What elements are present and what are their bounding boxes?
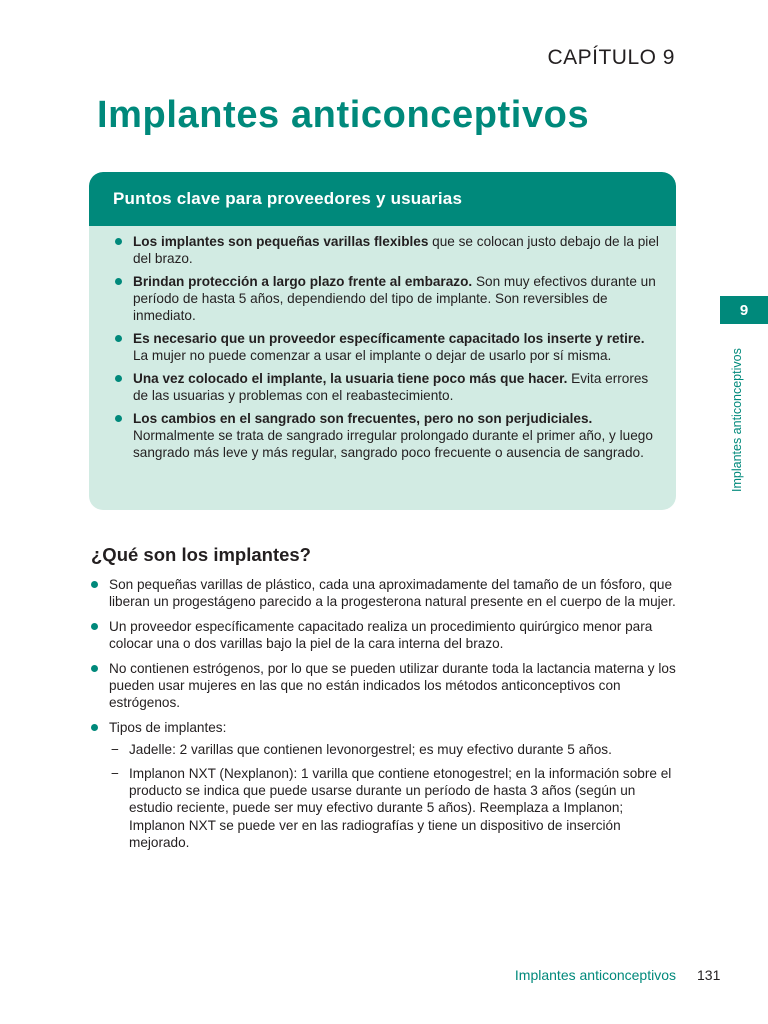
chapter-label: CAPÍTULO 9	[547, 46, 675, 69]
sub-list-item	[109, 741, 679, 758]
implant-types-list	[109, 741, 679, 851]
bullet-icon	[115, 375, 122, 382]
footer-title: Implantes anticonceptivos	[514, 967, 676, 983]
bullet-icon	[91, 581, 98, 588]
sub-list-item-text: Implanon NXT (Nexplanon): 1 varilla que contiene etonogestrel; en la información sobre el producto se indica que puede usarse durante un período de hasta 3 años (según un estudio reciente, puede ser muy efectivo durante 5 años). Reemplaza a Implanon; Implanon NXT se puede ver en las radiografías y tiene un dispositivo de inserción mejorado.	[129, 765, 672, 851]
key-point-text: Evita errores de las usuarias y problemas con el reabastecimiento.	[133, 371, 649, 403]
list-item-text: Son pequeñas varillas de plástico, cada una aproximadamente del tamaño de un fósforo, que liberan un progestágeno parecido a la progesterona natural presente en el cuerpo de la mujer.	[109, 577, 676, 610]
key-point-bold: Una vez colocado el implante, la usuaria tiene poco más que hacer.	[133, 371, 568, 386]
bullet-icon	[115, 278, 122, 285]
key-point-bold: Brindan protección a largo plazo frente al embarazo.	[133, 274, 473, 289]
key-points-title: Puntos clave para proveedores y usuarias	[113, 189, 463, 208]
sub-list-item-text: Jadelle: 2 varillas que contienen levonorgestrel; es muy efectivo durante 5 años.	[129, 742, 612, 758]
bullet-icon	[115, 335, 122, 342]
key-points-list	[89, 226, 676, 461]
key-point-text: Son muy efectivos durante un período de hasta 5 años, dependiendo del tipo de implante. Son reversibles de inmediato.	[133, 274, 656, 323]
key-point-item	[113, 233, 660, 267]
sub-list-item	[109, 765, 679, 852]
bullet-icon	[91, 724, 98, 731]
dash-icon: −	[111, 742, 119, 758]
key-point-bold: Es necesario que un proveedor específicamente capacitado los inserte y retire.	[133, 331, 645, 346]
list-item	[89, 719, 679, 852]
list-item	[89, 660, 679, 712]
key-point-bold: Los cambios en el sangrado son frecuentes, pero no son perjudiciales.	[133, 411, 593, 426]
key-point-text: Normalmente se trata de sangrado irregular prolongado durante el primer año, y luego sangrado más leve y más regular, sangrado poco frecuente o ausencia de sangrado.	[133, 428, 653, 460]
key-point-item	[113, 370, 660, 404]
bullet-icon	[91, 623, 98, 630]
dash-icon: −	[111, 765, 119, 781]
bullet-icon	[91, 665, 98, 672]
page-title: Implantes anticonceptivos	[97, 94, 590, 136]
key-points-header	[89, 172, 676, 226]
chapter-tab-label: Implantes anticonceptivos	[730, 348, 744, 492]
key-point-bold: Los implantes son pequeñas varillas flexibles	[133, 234, 429, 249]
chapter-tab: 9	[720, 296, 768, 324]
list-item-text: Tipos de implantes:	[109, 719, 227, 735]
key-point-item	[113, 330, 660, 364]
list-item	[89, 618, 679, 653]
key-point-text: que se colocan justo debajo de la piel del brazo.	[133, 234, 659, 266]
list-item	[89, 576, 679, 611]
body-list	[89, 576, 679, 859]
key-point-text: La mujer no puede comenzar a usar el implante o dejar de usarlo por sí misma.	[133, 348, 612, 363]
key-point-item	[113, 410, 660, 461]
bullet-icon	[115, 238, 122, 245]
section-heading: ¿Qué son los implantes?	[91, 544, 311, 565]
bullet-icon	[115, 415, 122, 422]
key-point-item	[113, 273, 660, 324]
page-number: 131	[697, 967, 721, 983]
list-item-text: No contienen estrógenos, por lo que se pueden utilizar durante toda la lactancia materna y los pueden usar mujeres en las que no están indicados los métodos anticonceptivos con estrógenos.	[109, 660, 676, 711]
key-points-box	[89, 172, 676, 510]
list-item-text: Un proveedor específicamente capacitado realiza un procedimiento quirúrgico menor para colocar una o dos varillas bajo la piel de la cara interna del brazo.	[109, 618, 653, 652]
